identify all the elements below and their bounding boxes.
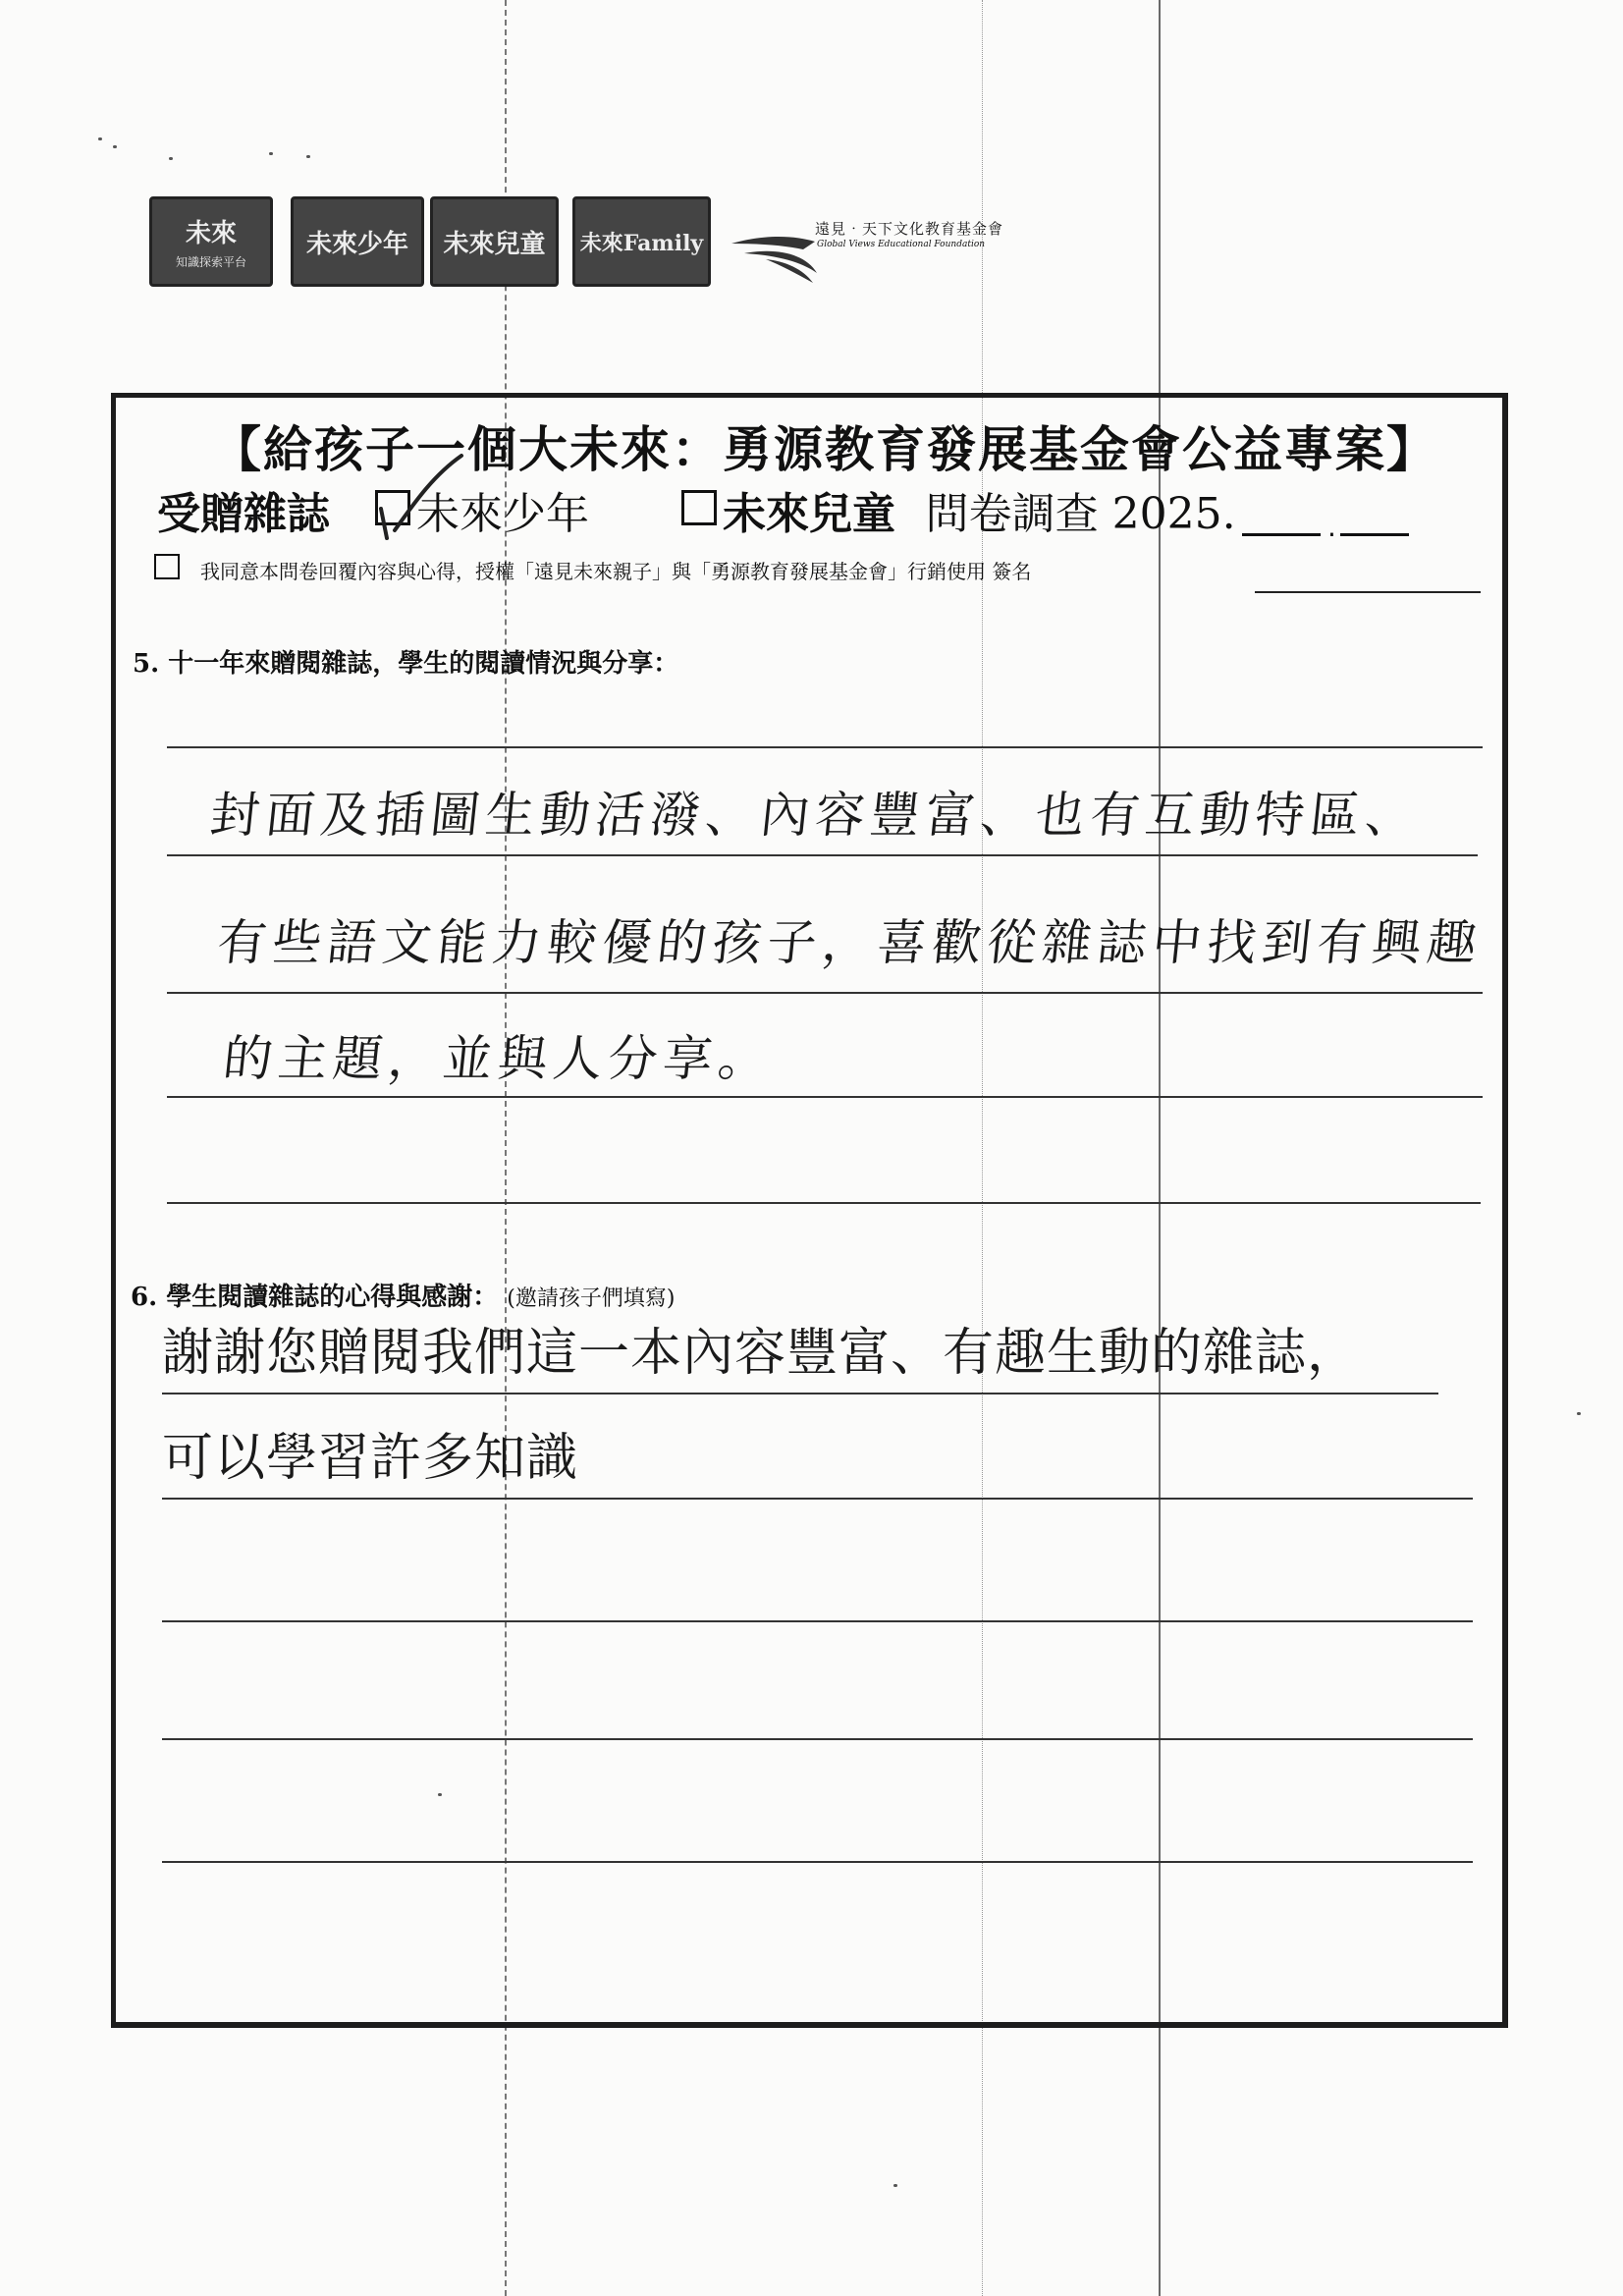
signature-line[interactable] [1255, 591, 1481, 593]
weilai-shaonian-logo [291, 196, 424, 287]
survey-label: 問卷調查 2025. [925, 489, 1236, 539]
option-shaonian-label: 未來少年 [416, 489, 589, 539]
form-title: 【給孩子一個大未來：勇源教育發展基金會公益專案】 [212, 420, 1437, 478]
answer-line [162, 1498, 1473, 1500]
answer-line [167, 746, 1483, 748]
answer-line [162, 1620, 1473, 1622]
answer-line [162, 1861, 1473, 1863]
answer-5-line-1: 封面及插圖生動活潑、內容豐富、也有互動特區、 [207, 787, 1424, 844]
answer-line [167, 1202, 1481, 1204]
answer-line [167, 1096, 1483, 1098]
answer-line [167, 992, 1483, 994]
weilai-ertong-logo [430, 196, 559, 287]
scan-speck [893, 2184, 897, 2187]
answer-6-line-2: 可以學習許多知識 [162, 1429, 579, 1488]
logo-text: 未來少年 [305, 229, 408, 259]
logo-text: 未來 [185, 219, 237, 248]
publisher-name: 遠見‧天下文化教育基金會 [815, 220, 1004, 238]
question-5: 5. 十一年來贈閱雜誌，學生的閱讀情況與分享： [133, 649, 679, 679]
consent-checkbox[interactable] [154, 554, 180, 579]
option-ertong-checkbox[interactable] [681, 490, 717, 525]
consent-text: 我同意本問卷回覆內容與心得，授權「遠見未來親子」與「勇源教育發展基金會」行銷使用 簽名 [200, 560, 1032, 583]
answer-5-line-3: 的主題，並與人分享。 [220, 1030, 777, 1087]
answer-5-line-2: 有些語文能力較優的孩子，喜歡從雜誌中找到有興趣 [214, 914, 1486, 971]
scan-speck [269, 152, 273, 155]
scan-speck [1577, 1412, 1581, 1415]
scan-speck [169, 157, 173, 160]
answer-6-line-1: 謝謝您贈閱我們這一本內容豐富、有趣生動的雜誌， [162, 1324, 1360, 1383]
logo-subtext: 知識探索平台 [175, 255, 246, 269]
answer-line [162, 1738, 1473, 1740]
question-6-note: (邀請孩子們填寫) [507, 1286, 676, 1311]
publisher-subtitle: Global Views Educational Foundation [817, 240, 986, 249]
day-blank[interactable] [1340, 533, 1409, 536]
answer-line [162, 1393, 1438, 1394]
scan-speck [306, 155, 310, 158]
magazine-label: 受贈雜誌 [157, 489, 330, 539]
logo-text: 未來Family [579, 230, 704, 256]
answer-line [167, 854, 1478, 856]
option-ertong-text: 未來兒童 [723, 489, 895, 539]
question-6 [131, 1277, 675, 1313]
weilai-logo [149, 196, 273, 287]
scan-speck [113, 145, 117, 148]
question-6-text: 6. 學生閱讀雜誌的心得與感謝： [131, 1283, 499, 1312]
weilai-family-logo [572, 196, 711, 287]
logo-text: 未來兒童 [443, 229, 546, 259]
date-separator: . [1327, 511, 1336, 543]
form-border [111, 393, 1508, 2028]
scan-speck [98, 137, 102, 140]
month-blank[interactable] [1242, 533, 1321, 536]
option-ertong-label [723, 478, 1236, 541]
